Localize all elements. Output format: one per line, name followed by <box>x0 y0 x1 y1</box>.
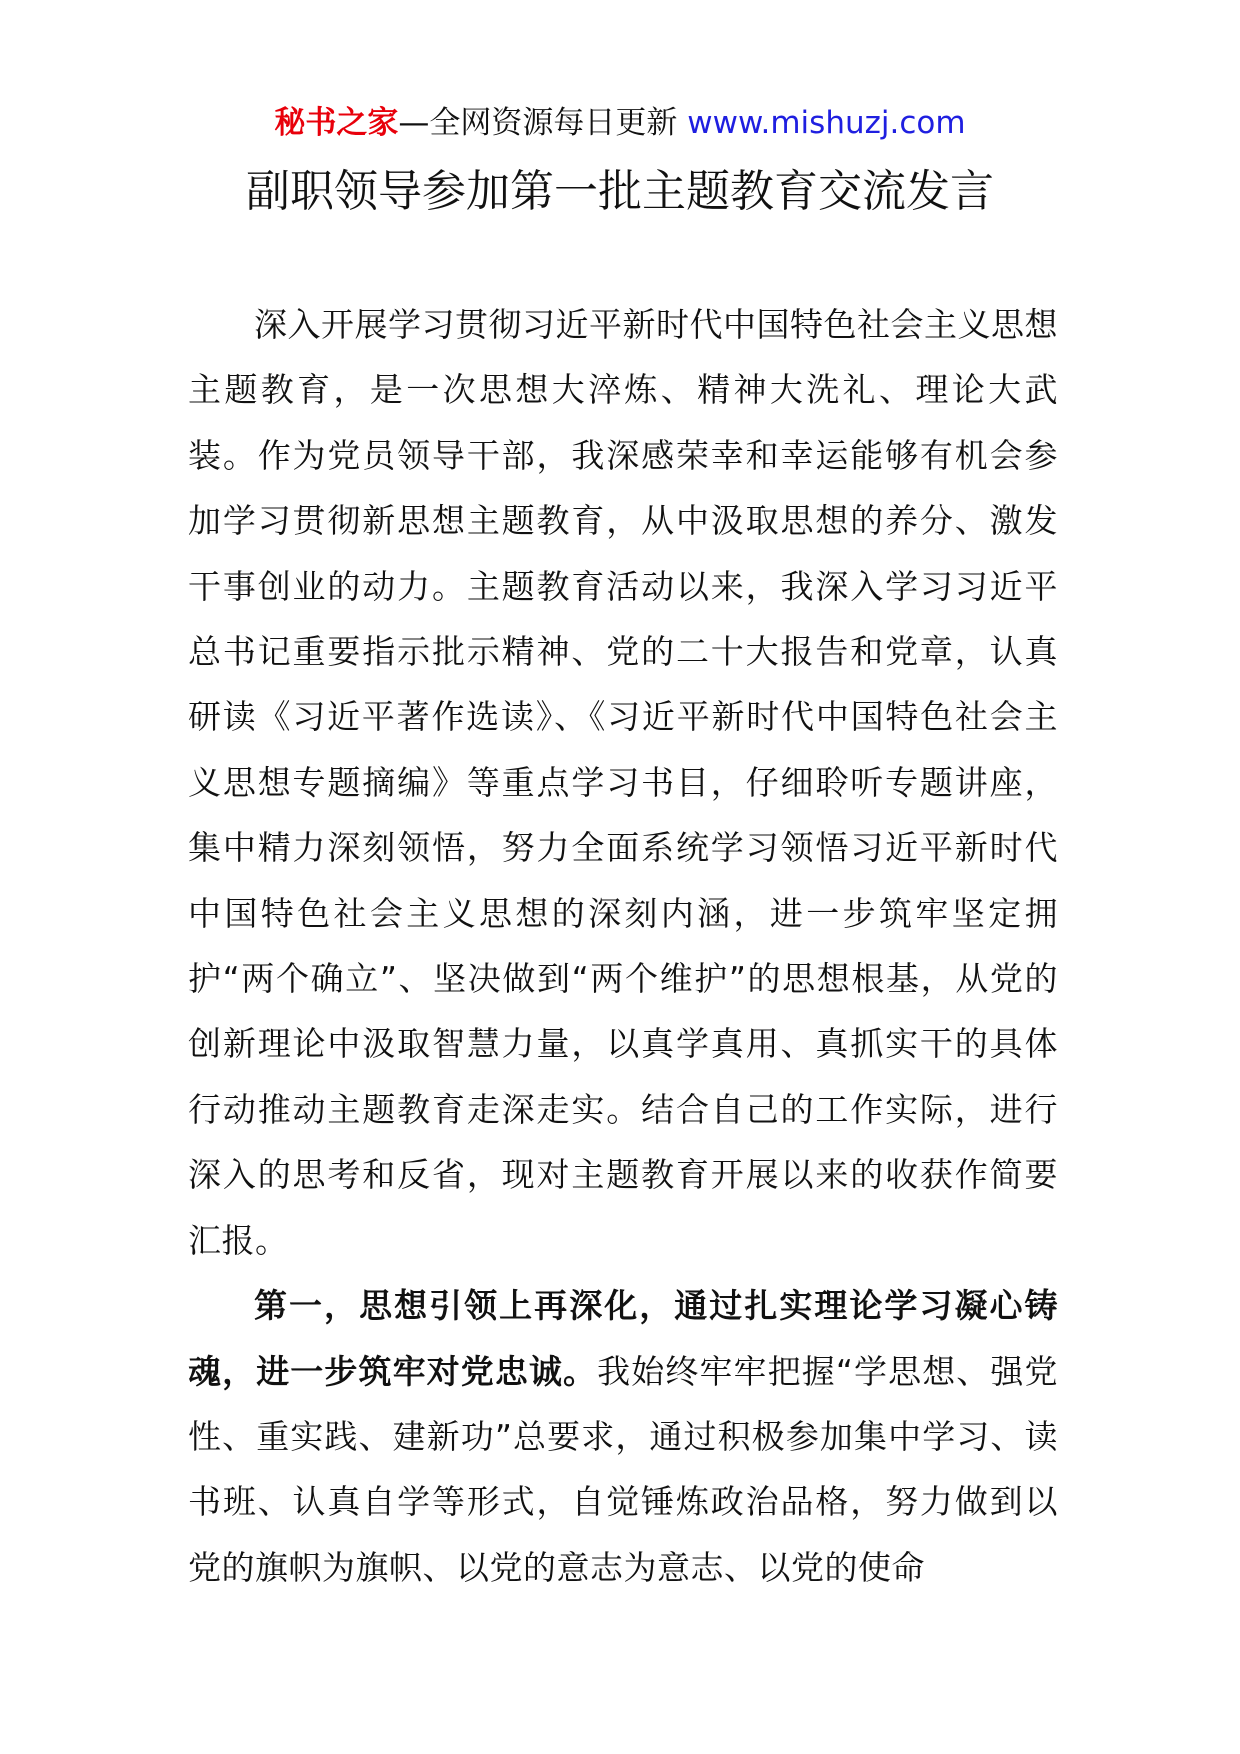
header-tagline: —全网资源每日更新 <box>398 105 688 141</box>
paragraph-first-point <box>188 1273 1058 1600</box>
watermark-header <box>0 100 1240 146</box>
document-body <box>188 292 1058 1600</box>
paragraph-lead-heading: 第一，思想引领上再深化，通过扎实理论学习凝心铸魂，进一步筑牢对党忠诚。 <box>188 1286 1058 1391</box>
site-url-link[interactable]: www.mishuzj.com <box>687 105 966 141</box>
brand-name: 秘书之家 <box>274 105 399 141</box>
paragraph-text: 深入开展学习贯彻习近平新时代中国特色社会主义思想主题教育，是一次思想大淬炼、精神大洗礼、理论大武装。作为党员领导干部，我深感荣幸和幸运能够有机会参加学习贯彻新思想主题教育，从中汲取思想的养分、激发干事创业的动力。主题教育活动以来，我深入学习习近平总书记重要指示批示精神、党的二十大报告和党章，认真研读《习近平著作选读》、《习近平新时代中国特色社会主义思想专题摘编》等重点学习书目，仔细聆听专题讲座，集中精力深刻领悟，努力全面系统学习领悟习近平新时代中国特色社会主义思想的深刻内涵，进一步筑牢坚定拥护“两个确立”、坚决做到“两个维护”的思想根基，从党的创新理论中汲取智慧力量，以真学真用、真抓实干的具体行动推动主题教育走深走实。结合自己的工作实际，进行深入的思考和反省，现对主题教育开展以来的收获作简要汇报。 <box>188 305 1058 1260</box>
paragraph-text: 我始终牢牢把握“学思想、强党性、重实践、建新功”总要求，通过积极参加集中学习、读书班、认真自学等形式，自觉锤炼政治品格，努力做到以党的旗帜为旗帜、以党的意志为意志、以党的使命 <box>188 1351 1058 1587</box>
paragraph-intro <box>188 292 1058 1273</box>
page-title: 副职领导参加第一批主题教育交流发言 <box>246 166 994 217</box>
